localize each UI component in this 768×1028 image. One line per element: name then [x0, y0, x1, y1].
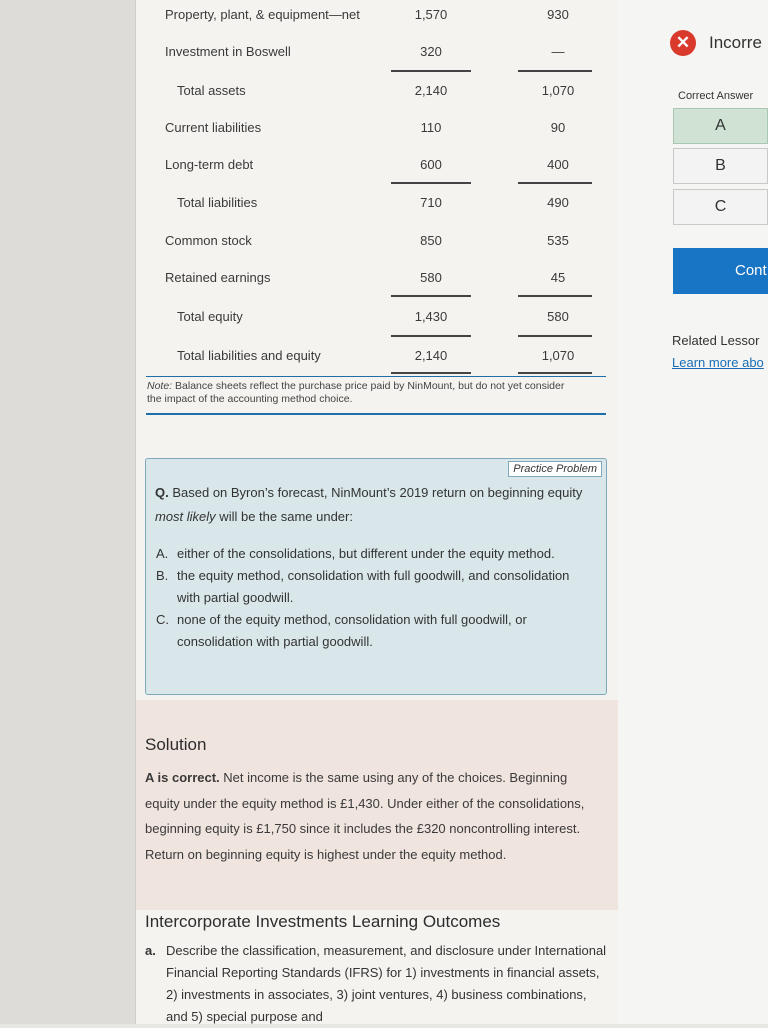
double-rule [518, 372, 592, 374]
option-c [156, 609, 596, 653]
sum-rule [391, 295, 471, 297]
sum-rule [518, 295, 592, 297]
question-part: will be the same under: [215, 509, 353, 524]
continue-button[interactable]: Cont [673, 248, 768, 294]
outcome-letter: a. [145, 943, 156, 958]
table-row [136, 157, 618, 179]
solution-box [136, 700, 618, 910]
learn-more-link[interactable]: Learn more abo [672, 355, 764, 370]
value-col2: 930 [547, 7, 569, 22]
question-prefix: Q. [155, 485, 169, 500]
practice-problem-tag: Practice Problem [508, 461, 602, 477]
quiz-sidebar [618, 0, 768, 1024]
option-b [156, 565, 596, 609]
option-text: none of the equity method, consolidation with full goodwill, or consolidation with partial goodwill. [177, 612, 527, 649]
table-note [147, 380, 577, 406]
value-col2: — [551, 44, 565, 59]
row-label: Retained earnings [165, 270, 271, 285]
row-label: Total assets [177, 83, 246, 98]
value-col2: 90 [550, 120, 566, 135]
table-row [136, 348, 618, 370]
table-row [136, 270, 618, 292]
value-col1: 320 [420, 44, 442, 59]
option-letter: A. [156, 546, 169, 561]
x-icon: ✕ [670, 30, 696, 56]
sum-rule [518, 70, 592, 72]
row-label: Current liabilities [165, 120, 262, 135]
solution-title: Solution [145, 735, 207, 754]
outcomes-title: Intercorporate Investments Learning Outcomes [145, 912, 501, 931]
value-col2: 400 [547, 157, 569, 172]
question-emphasis: most likely [155, 509, 216, 524]
value-col1: 580 [420, 270, 442, 285]
value-col1: 1,430 [414, 309, 448, 324]
outcome-text: Describe the classification, measurement, and disclosure under International Financial Reporting Standards (IFRS) for 1) investments in financial assets, 2) investments in associates, 3) joint ventures, 4) business combinations, and 5) special purpose and [166, 943, 607, 1024]
note-text: Balance sheets reflect the purchase price paid by NinMount, but do not yet consider the impact of the accounting method choice. [147, 380, 565, 405]
table-row [136, 44, 618, 66]
sum-rule [391, 335, 471, 337]
answer-a-button[interactable]: A [673, 108, 768, 144]
note-divider [146, 376, 606, 377]
row-label: Total liabilities and equity [177, 348, 321, 363]
value-col2: 580 [547, 309, 569, 324]
option-text: either of the consolidations, but different under the equity method. [177, 546, 555, 561]
table-row [136, 7, 618, 29]
solution-body: Net income is the same using any of the choices. Beginning equity under the equity method is £1,430. Under either of the consolidations, beginning equity is £1,750 since it includes the £320 noncontrolling interest. Return on beginning equity is highest under the equity method. [145, 770, 585, 862]
row-label: Long-term debt [165, 157, 254, 172]
value-col2: 490 [547, 195, 569, 210]
value-col1: 2,140 [414, 83, 448, 98]
value-col1: 2,140 [414, 348, 448, 363]
table-row [136, 233, 618, 255]
value-col1: 110 [420, 120, 442, 135]
left-margin [0, 0, 135, 1024]
option-a [156, 543, 596, 565]
row-label: Investment in Boswell [165, 44, 291, 59]
table-row [136, 83, 618, 105]
row-label: Property, plant, & equipment—net [165, 7, 360, 22]
option-text: the equity method, consolidation with full goodwill, and consolidation with partial goodwill. [177, 568, 570, 605]
answer-c-button[interactable]: C [673, 189, 768, 225]
related-lessons-title: Related Lessor [672, 333, 760, 348]
question-part: Based on Byron’s forecast, NinMount’s 2019 return on beginning equity [168, 485, 583, 500]
answer-b-button[interactable]: B [673, 148, 768, 184]
correct-answer-label: Correct Answer [678, 90, 754, 102]
question-text [155, 481, 595, 529]
value-col2: 535 [547, 233, 569, 248]
row-label: Total equity [177, 309, 243, 324]
solution-text [145, 765, 605, 867]
sum-rule [518, 182, 592, 184]
sum-rule [391, 182, 471, 184]
row-label: Common stock [165, 233, 252, 248]
row-label: Total liabilities [177, 195, 258, 210]
result-status: Incorre [709, 33, 762, 52]
outcome-item [145, 940, 607, 1028]
table-row [136, 309, 618, 331]
note-label: Note: [147, 380, 173, 392]
practice-problem-box [145, 458, 607, 695]
table-row [136, 120, 618, 142]
value-col1: 850 [420, 233, 442, 248]
value-col1: 1,570 [414, 7, 448, 22]
double-rule [391, 372, 471, 374]
value-col2: 45 [550, 270, 566, 285]
option-letter: B. [156, 568, 169, 583]
answer-options [156, 543, 596, 653]
value-col2: 1,070 [541, 83, 575, 98]
sum-rule [518, 335, 592, 337]
sum-rule [391, 70, 471, 72]
value-col1: 600 [420, 157, 442, 172]
value-col1: 710 [420, 195, 442, 210]
note-divider [146, 413, 606, 415]
table-row [136, 195, 618, 217]
learning-outcomes [145, 912, 607, 1028]
value-col2: 1,070 [541, 348, 575, 363]
solution-lead: A is correct. [145, 770, 220, 785]
lesson-content [135, 0, 619, 1024]
option-letter: C. [156, 612, 169, 627]
